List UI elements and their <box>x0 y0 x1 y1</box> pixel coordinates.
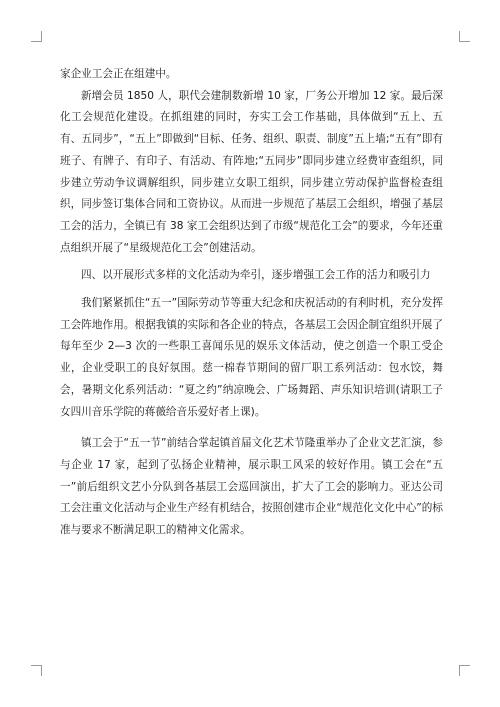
paragraph-may-day-events: 镇工会于“五一节”前结合掌起镇首届文化艺术节隆重举办了企业文艺汇演，参与企业 17 家，起到了弘扬企业精神，展示职工风采的较好作用。镇工会在“五一”前后组织文艺小分队到各基层工会巡回演出，扩大了工会的影响力。亚达公司工会注重文化活动与企业生产经有机结合，按照创建市企业“规范化文化中心”的标准与要求不断满足职工的精神文化需求。 <box>60 437 443 537</box>
crop-mark-bottom-right <box>459 665 470 676</box>
crop-mark-top-right <box>459 31 470 42</box>
crop-mark-bottom-left <box>31 665 42 676</box>
document-page <box>60 64 443 542</box>
section-heading: 四、以开展形式多样的文化活动为牵引，逐步增强工会工作的活力和吸引力 <box>81 269 431 282</box>
crop-mark-top-left <box>31 31 42 42</box>
paragraph-cultural-activities: 我们紧紧抓住“五一”国际劳动节等重大纪念和庆祝活动的有利时机，充分发挥工会阵地作用。根据我镇的实际和各企业的特点，各基层工会因企制宜组织开展了每年至少 2—3 次的一些职工喜闻乐见的娱乐文体活动，使之创造一个职工受企业，企业受职工的良好氛围。慈一棉春节期间的留厂职工系列活动：包水饺，舞会，暑期文化系列活动：“夏之约”纳凉晚会、广场舞蹈、声乐知识培训(请职工子女四川音乐学院的蒋薇给音乐爱好者上课)。 <box>60 297 443 418</box>
paragraph-membership: 新增会员 1850 人，职代会建制数新增 10 家，厂务公开增加 12 家。最后深化工会规范化建设。在抓组建的同时，夯实工会工作基础，具体做到“五上、五有、五同步”，“五上”即做到“目标、任务、组织、职责、制度”五上墙;“五有”即有班子、有牌子、有印子、有活动、有阵地;“五同步”即同步建立经费审查组织，同步建立劳动争议调解组织，同步建立女职工组织，同步建立劳动保护监督检查组织，同步签订集体合同和工资协议。从而进一步规范了基层工会组织，增强了基层工会的活力，全镇已有 38 家工会组织达到了市级“规范化工会”的要求，今年还重点组织开展了“星级规范化工会”创建活动。 <box>60 89 443 254</box>
paragraph-continuation: 家企业工会正在组建中。 <box>60 68 177 80</box>
